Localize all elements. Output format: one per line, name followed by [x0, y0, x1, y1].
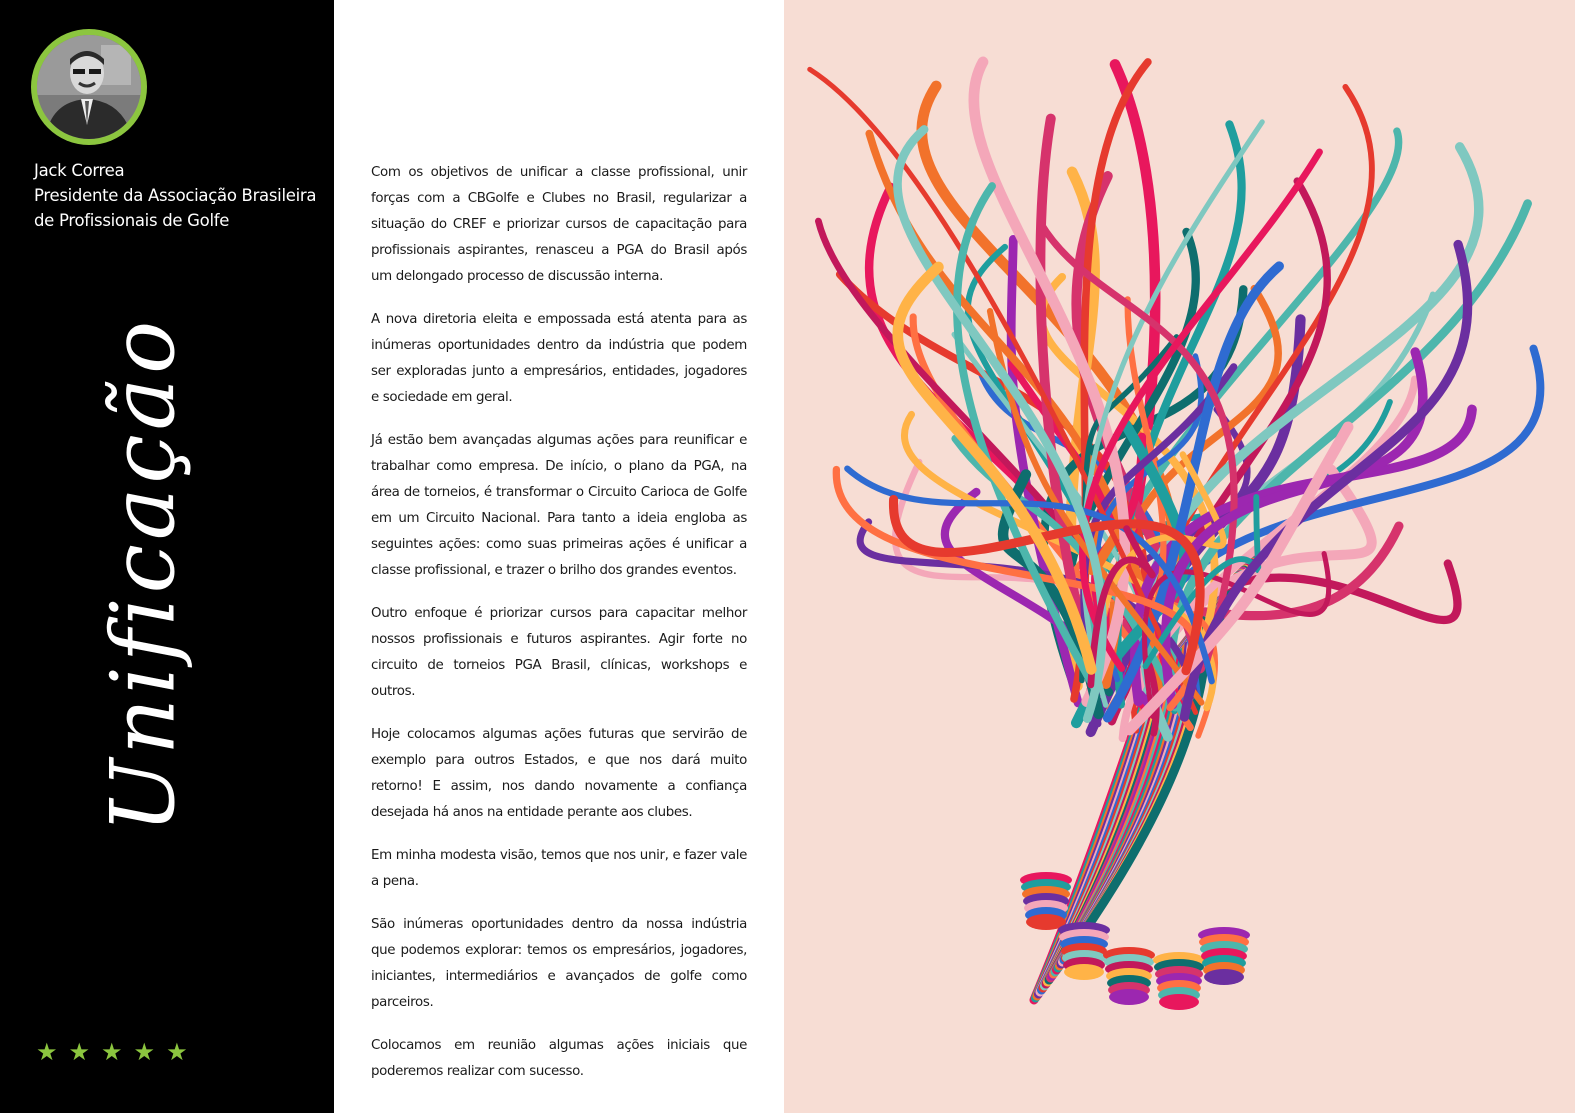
star-icon: ★ — [101, 1039, 123, 1066]
finger-ribbon — [1159, 994, 1199, 1010]
star-icon: ★ — [36, 1039, 58, 1066]
star-icon: ★ — [68, 1039, 91, 1066]
finger-ribbon — [1109, 989, 1149, 1005]
article-paragraph: Outro enfoque é priorizar cursos para capacitar melhor nossos profissionais e futuros aspirantes. Agir forte no circuito de torneios PGA Brasil, clínicas, workshops e outros. — [371, 606, 747, 699]
author-name: Jack Correa — [34, 161, 125, 180]
article-paragraph: Hoje colocamos algumas ações futuras que servirão de exemplo para outros Estados, e que nos dará muito retorno! E assim, nos dando novamente a confiança desejada há anos na entidade perante aos clubes. — [371, 727, 747, 820]
ribbon-burst — [810, 62, 1541, 738]
article-paragraph: Já estão bem avançadas algumas ações para reunificar e trabalhar como empresa. De início, o plano da PGA, na área de torneios, é transformar o Circuito Carioca de Golfe em um Circuito Nacional. Para tanto a ideia engloba as seguintes ações: como suas primeiras ações é unificar a classe profissional, e trazer o brilho dos grandes eventos. — [371, 433, 747, 578]
article-paragraph: Em minha modesta visão, temos que nos unir, e fazer vale a pena. — [371, 848, 747, 889]
star-icon: ★ — [133, 1039, 156, 1066]
author-title-line-2: de Profissionais de Golfe — [34, 211, 230, 230]
ribbon-hand-illustration — [784, 0, 1575, 1113]
rating-stars — [36, 1038, 188, 1068]
article-paragraph: São inúmeras oportunidades dentro da nossa indústria que podemos explorar: temos os empresários, jogadores, iniciantes, intermediários e avançados de golfe como parceiros. — [371, 917, 747, 1010]
avatar-ring — [31, 29, 147, 145]
finger-ribbon — [1064, 964, 1104, 980]
art-panel — [784, 0, 1575, 1113]
star-icon: ★ — [166, 1039, 188, 1066]
finger-ribbon — [1204, 969, 1244, 985]
article-paragraph: A nova diretoria eleita e empossada está atenta para as inúmeras oportunidades dentro da indústria que podem ser exploradas junto a empresários, entidades, jogadores e sociedade em geral. — [371, 312, 747, 405]
article-paragraph: Com os objetivos de unificar a classe profissional, unir forças com a CBGolfe e Clubes no Brasil, regularizar a situação do CREF e priorizar cursos de capacitação para profissionais aspirantes, renasceu a PGA do Brasil após um delongado processo de discussão interna. — [371, 165, 747, 284]
sidebar — [0, 0, 334, 1113]
author-title-line-1: Presidente da Associação Brasileira — [34, 186, 317, 205]
article-body — [371, 160, 747, 1102]
portrait-image — [37, 35, 141, 139]
author-credit — [34, 158, 324, 233]
section-title: Unificação — [91, 316, 195, 834]
avatar — [37, 35, 141, 139]
article-paragraph: Colocamos em reunião algumas ações iniciais que poderemos realizar com sucesso. — [371, 1038, 747, 1079]
